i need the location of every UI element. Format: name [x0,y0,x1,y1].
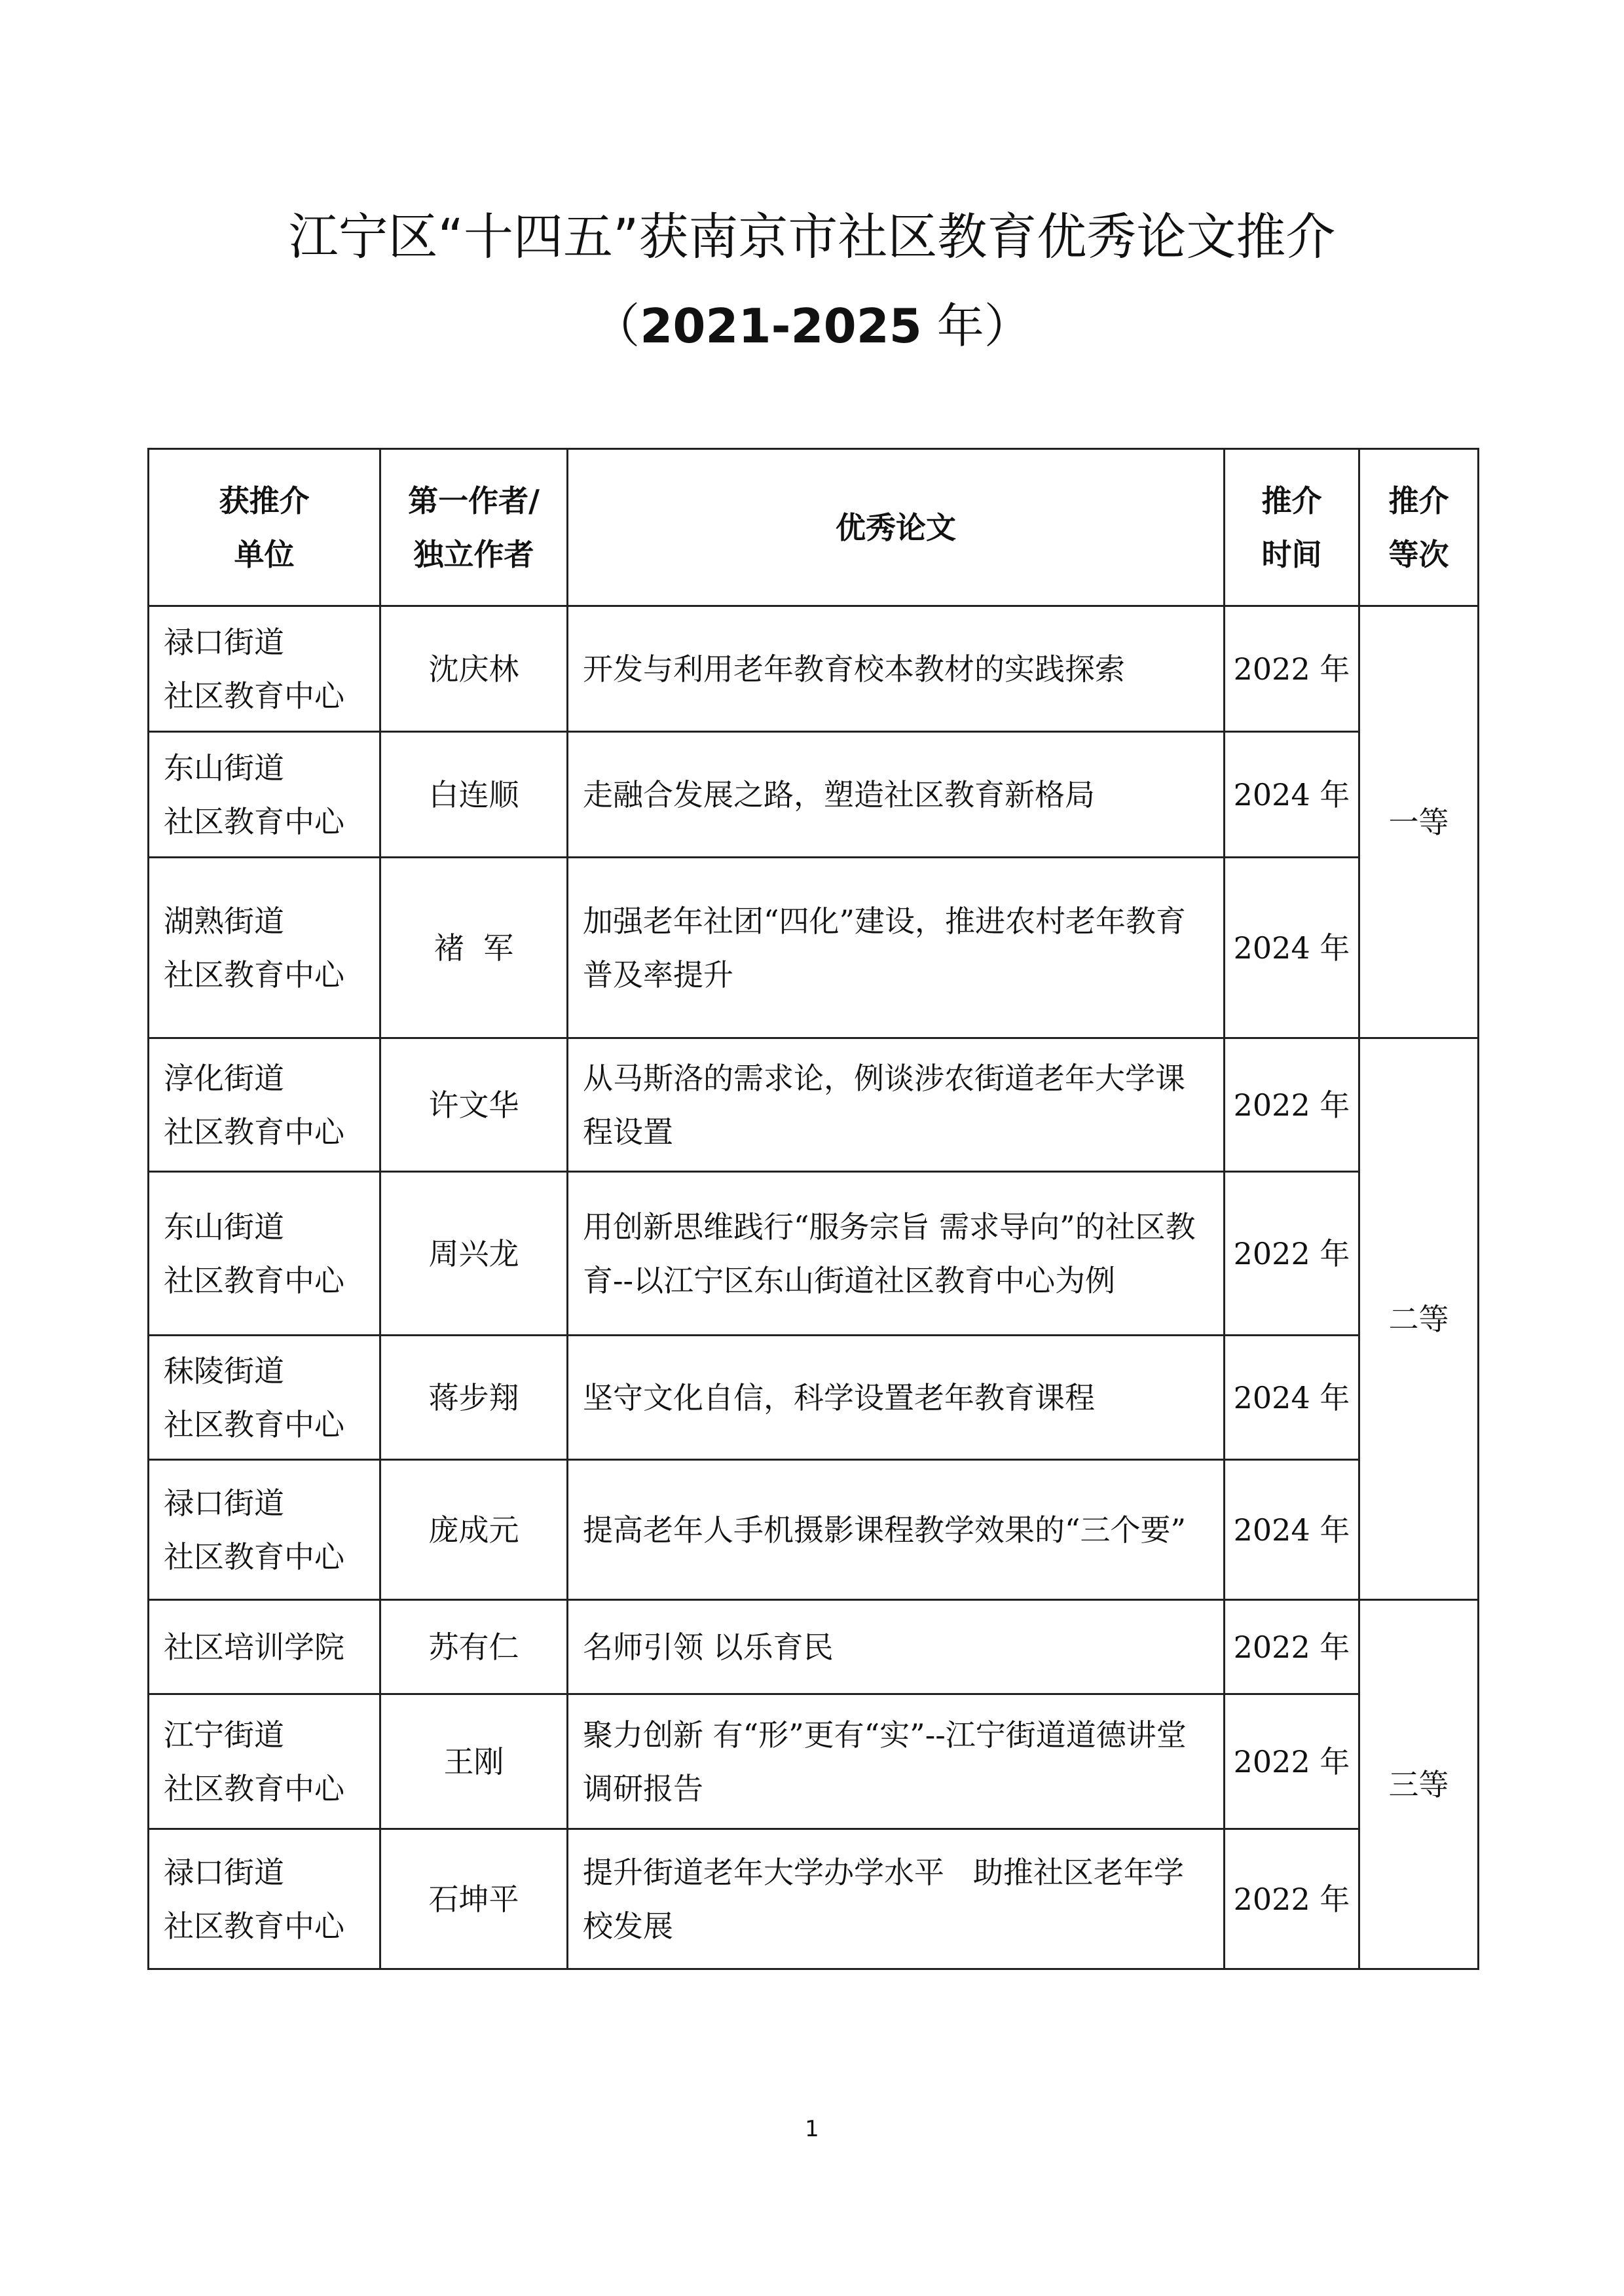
table-row [149,858,1479,1038]
cell-rank: 三等 [1359,1600,1479,1969]
cell-unit: 禄口街道 社区教育中心 [149,1460,380,1600]
table-row [149,732,1479,858]
cell-unit: 淳化街道 社区教育中心 [149,1038,380,1172]
subtitle-close: ） [984,299,1031,354]
header-unit: 获推介 单位 [149,449,380,606]
cell-author: 苏有仁 [380,1600,568,1694]
cell-author: 许文华 [380,1038,568,1172]
header-time: 推介 时间 [1225,449,1359,606]
subtitle-open: （ [593,299,640,354]
cell-paper: 提高老年人手机摄影课程教学效果的“三个要” [568,1460,1225,1600]
header-rank: 推介 等次 [1359,449,1479,606]
header-paper: 优秀论文 [568,449,1225,606]
cell-unit: 禄口街道 社区教育中心 [149,1829,380,1969]
cell-paper: 加强老年社团“四化”建设，推进农村老年教育普及率提升 [568,858,1225,1038]
cell-paper: 提升街道老年大学办学水平 助推社区老年学校发展 [568,1829,1225,1969]
page-title: 江宁区“十四五”获南京市社区教育优秀论文推介 [288,208,1336,266]
cell-unit: 江宁街道 社区教育中心 [149,1694,380,1829]
cell-year: 2024 年 [1225,1460,1359,1600]
cell-paper: 用创新思维践行“服务宗旨 需求导向”的社区教育--以江宁区东山街道社区教育中心为例 [568,1172,1225,1336]
cell-paper: 从马斯洛的需求论，例谈涉农街道老年大学课程设置 [568,1038,1225,1172]
table-row [149,1600,1479,1694]
papers-table [147,448,1479,1970]
cell-paper: 走融合发展之路，塑造社区教育新格局 [568,732,1225,858]
table-row [149,606,1479,732]
cell-unit: 禄口街道 社区教育中心 [149,606,380,732]
table-header-row [149,449,1479,606]
cell-unit: 秣陵街道 社区教育中心 [149,1336,380,1460]
cell-unit: 社区培训学院 [149,1600,380,1694]
cell-year: 2024 年 [1225,1336,1359,1460]
cell-author: 沈庆林 [380,606,568,732]
cell-author: 王刚 [380,1694,568,1829]
page-subtitle [0,293,1624,359]
cell-author: 蒋步翔 [380,1336,568,1460]
cell-rank: 二等 [1359,1038,1479,1600]
subtitle-years: 2021-2025 [640,299,922,354]
cell-year: 2022 年 [1225,1172,1359,1336]
page-number: 1 [805,2116,819,2142]
cell-unit: 东山街道 社区教育中心 [149,1172,380,1336]
cell-rank: 一等 [1359,606,1479,1038]
cell-unit: 东山街道 社区教育中心 [149,732,380,858]
cell-year: 2024 年 [1225,858,1359,1038]
table-row [149,1336,1479,1460]
cell-author: 庞成元 [380,1460,568,1600]
cell-year: 2022 年 [1225,606,1359,732]
cell-unit: 湖熟街道 社区教育中心 [149,858,380,1038]
table-row [149,1694,1479,1829]
cell-year: 2022 年 [1225,1038,1359,1172]
cell-paper: 聚力创新 有“形”更有“实”--江宁街道道德讲堂调研报告 [568,1694,1225,1829]
cell-paper: 坚守文化自信，科学设置老年教育课程 [568,1336,1225,1460]
cell-author: 白连顺 [380,732,568,858]
subtitle-year-unit: 年 [921,299,984,354]
table-row [149,1172,1479,1336]
cell-author: 褚 军 [380,858,568,1038]
cell-year: 2024 年 [1225,732,1359,858]
cell-author: 石坤平 [380,1829,568,1969]
table-row [149,1038,1479,1172]
cell-paper: 名师引领 以乐育民 [568,1600,1225,1694]
cell-year: 2022 年 [1225,1600,1359,1694]
header-author: 第一作者/ 独立作者 [380,449,568,606]
table-row [149,1460,1479,1600]
cell-year: 2022 年 [1225,1694,1359,1829]
cell-paper: 开发与利用老年教育校本教材的实践探索 [568,606,1225,732]
table-row [149,1829,1479,1969]
cell-author: 周兴龙 [380,1172,568,1336]
cell-year: 2022 年 [1225,1829,1359,1969]
